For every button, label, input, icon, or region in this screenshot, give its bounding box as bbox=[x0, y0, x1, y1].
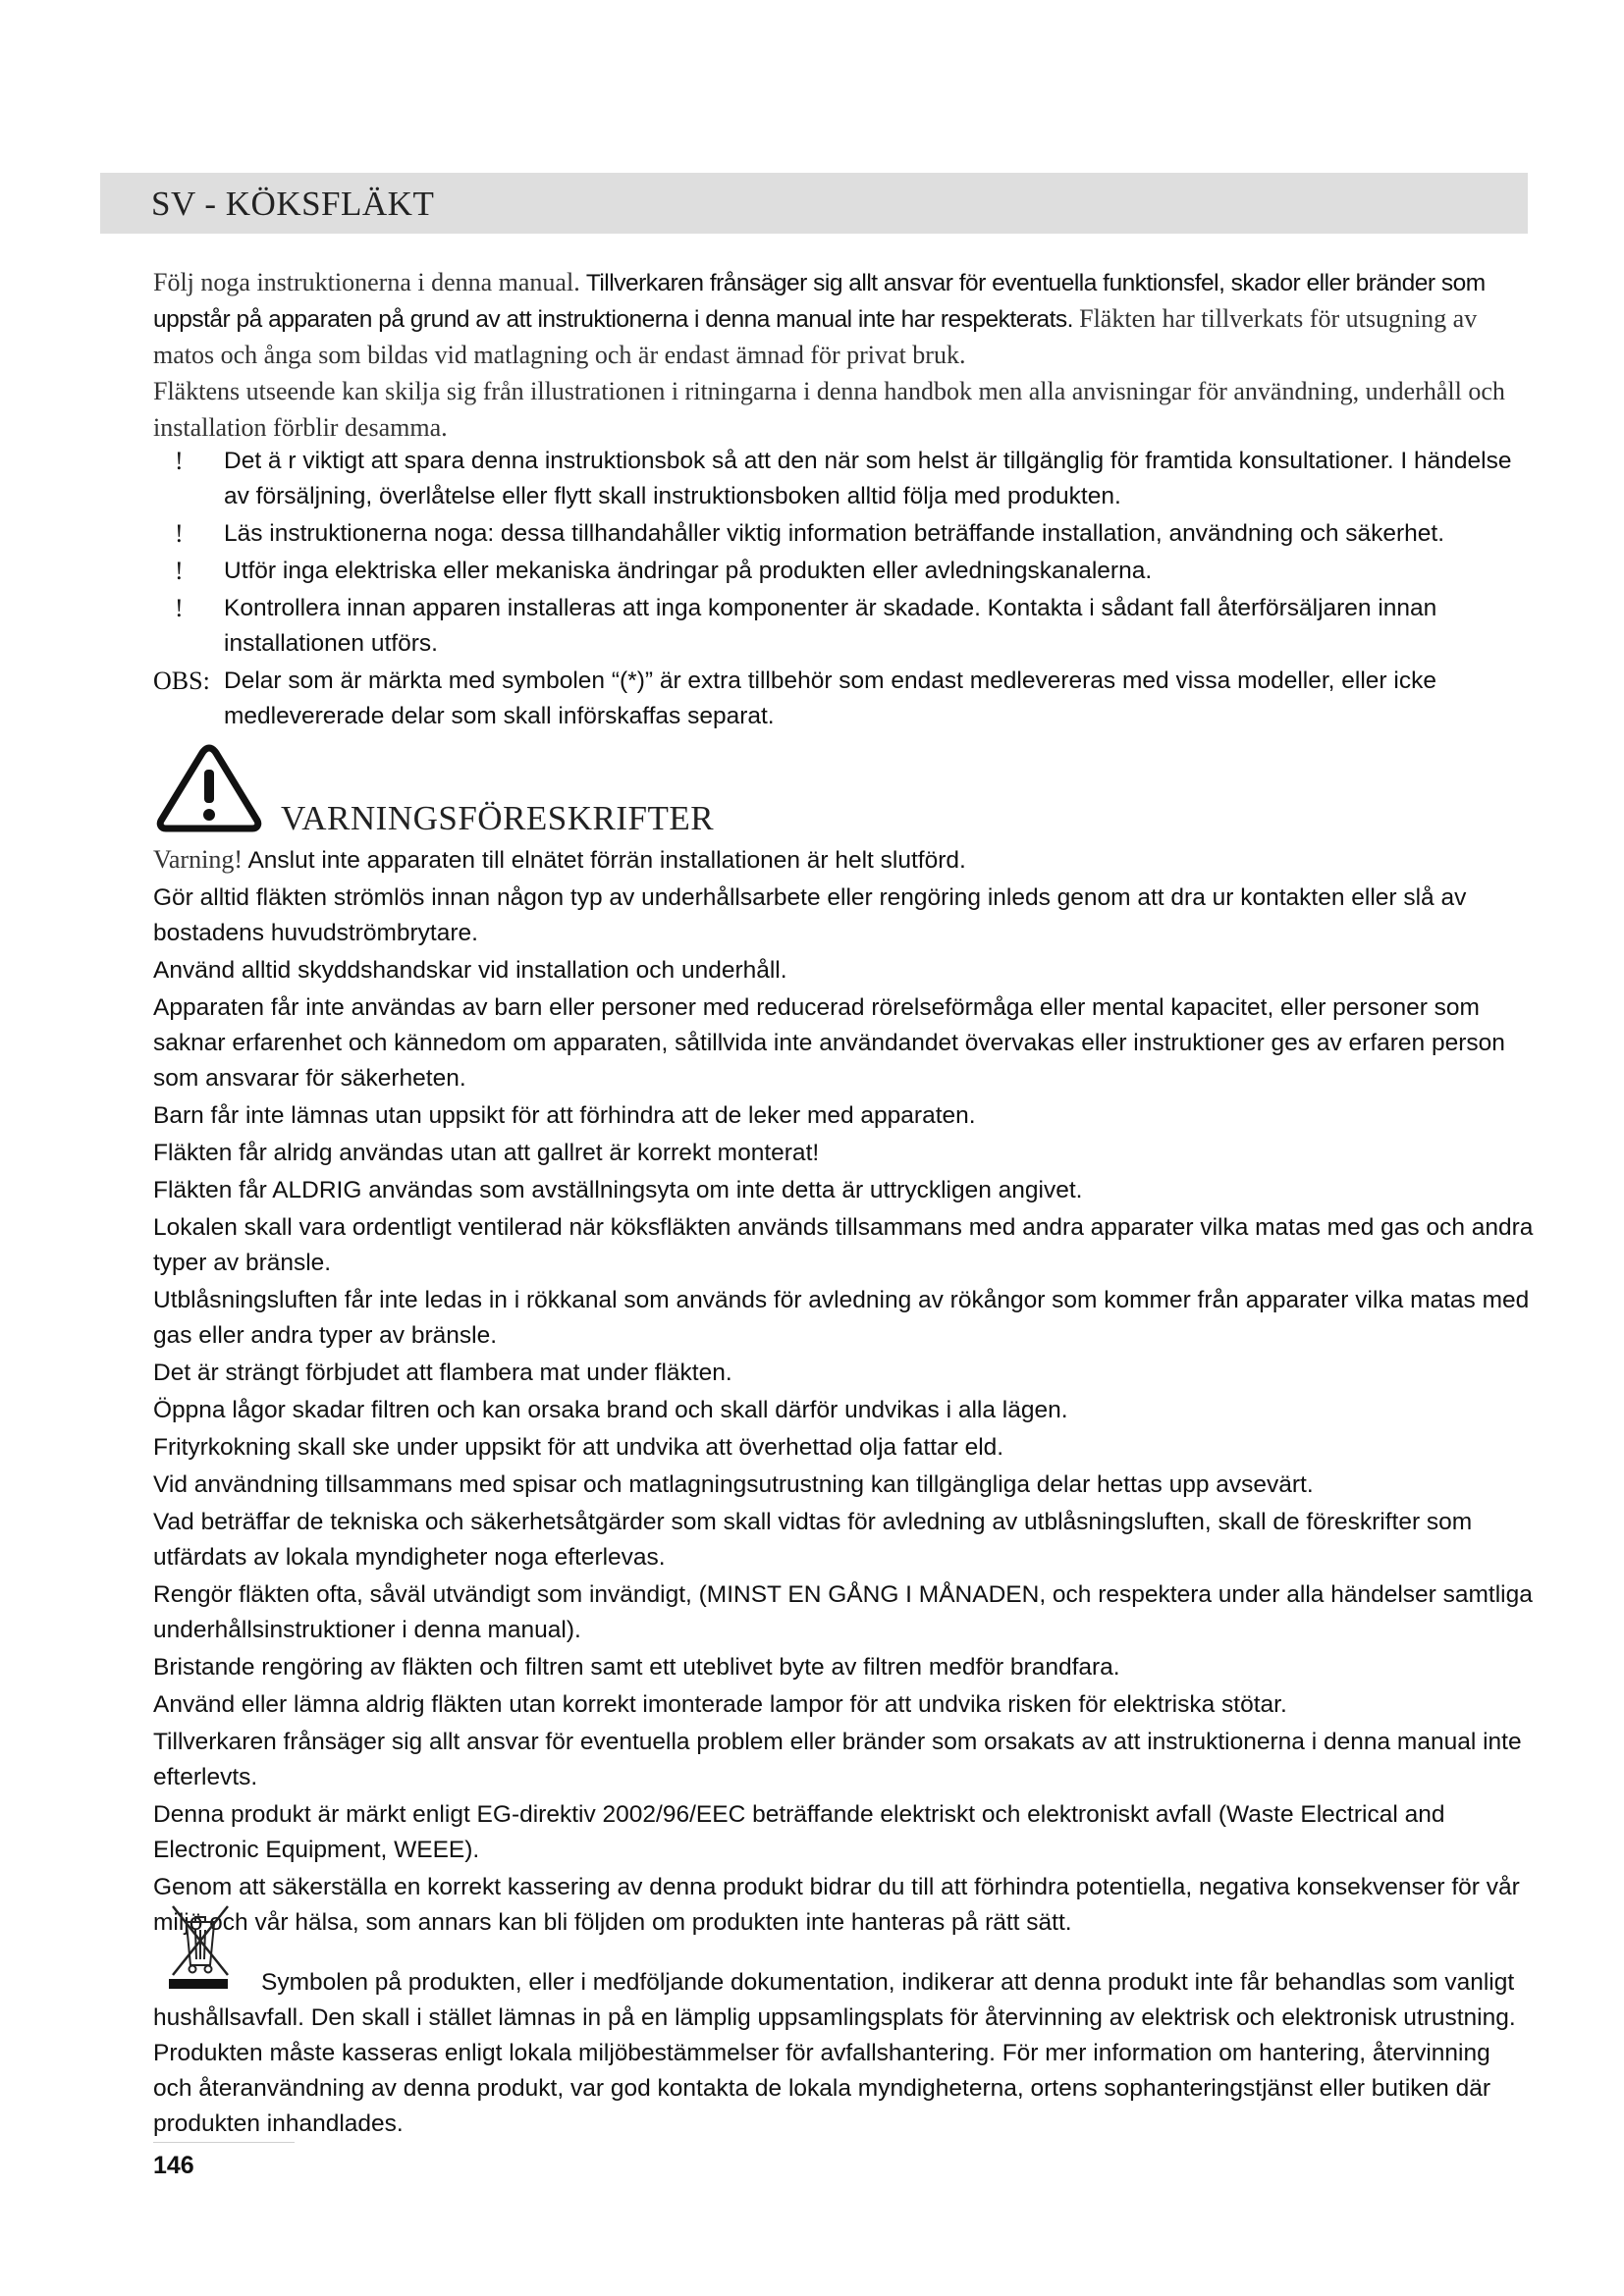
footer-rule bbox=[153, 2142, 295, 2143]
warning-item: Apparaten får inte användas av barn eller personer med reducerad rörelseförmåga eller mental kapacitet, eller personer som saknar erfarenhet och kännedom om apparaten, såtillvida inte användandet övervakas eller instruktioner ges av erfaren person som ansvarar för säkerheten. bbox=[153, 994, 1505, 1092]
warning-item: Vid användning tillsammans med spisar och matlagningsutrustning kan tillgängliga delar hettas upp avsevärt. bbox=[153, 1471, 1314, 1498]
warning-item: Använd eller lämna aldrig fläkten utan korrekt imonterade lampor för att undvika risken för elektriska stötar. bbox=[153, 1691, 1287, 1718]
intro-paragraph bbox=[153, 265, 1528, 447]
warning-lead: Varning! bbox=[153, 845, 243, 874]
warning-item: Använd alltid skyddshandskar vid installation och underhåll. bbox=[153, 957, 787, 984]
notice-text: Kontrollera innan apparen installeras att inga komponenter är skadade. Kontakta i sådant fall återförsäljaren innan installationen utförs. bbox=[224, 595, 1437, 657]
warning-item: Genom att säkerställa en korrekt kassering av denna produkt bidrar du till att förhindra potentiella, negativa konsekvenser för vår miljö och vår hälsa, som annars kan bli följden om produkten inte hanteras på rätt sätt. bbox=[153, 1874, 1520, 1936]
warning-item: Frityrkokning skall ske under uppsikt för att undvika att överhettad olja fattar eld. bbox=[153, 1434, 1004, 1461]
intro-text-2: Tillverkaren frånsäger sig allt ansvar för eventuella funktionsfel, skador eller bränder som uppstår på apparaten på grund av att instruktionerna i denna manual inte har respekterats. bbox=[153, 270, 1486, 333]
warning-item: Vad beträffar de tekniska och säkerhetsåtgärder som skall vidtas för avledning av utblåsningsluften, skall de föreskrifter som utfärdats av lokala myndigheter noga efterlevas. bbox=[153, 1509, 1473, 1571]
warning-item: Utblåsningsluften får inte ledas in i rökkanal som används för avledning av rökångor som kommer från apparater vilka matas med gas eller andra typer av bränsle. bbox=[153, 1287, 1530, 1349]
obs-label: OBS: bbox=[153, 667, 210, 695]
warning-item: Bristande rengöring av fläkten och filtren samt ett uteblivet byte av filtren medför brandfara. bbox=[153, 1654, 1120, 1681]
warning-item: Öppna lågor skadar filtren och kan orsaka brand och skall därför undvikas i alla lägen. bbox=[153, 1397, 1068, 1423]
warnings-list bbox=[153, 842, 1538, 1943]
notice-text: Utför inga elektriska eller mekaniska ändringar på produkten eller avledningskanalerna. bbox=[224, 558, 1153, 584]
notice-text: Läs instruktionerna noga: dessa tillhandahåller viktig information beträffande installation, användning och säkerhet. bbox=[224, 520, 1445, 547]
notice-item bbox=[153, 554, 1528, 589]
notice-text: Det ä r viktigt att spara denna instruktionsbok så att den när som helst är tillgänglig för framtida konsultationer. I händelse av försäljning, överlåtelse eller flytt skall instruktionsboken alltid följa med produkten. bbox=[224, 448, 1512, 509]
notice-item bbox=[153, 516, 1528, 552]
warning-item: Barn får inte lämnas utan uppsikt för att förhindra att de leker med apparaten. bbox=[153, 1102, 976, 1129]
section-header-bar bbox=[100, 173, 1528, 234]
warning-item bbox=[153, 842, 1538, 879]
warning-item: Denna produkt är märkt enligt EG-direktiv 2002/96/EEC beträffande elektriskt och elektroniskt avfall (Waste Electrical and Electronic Equipment, WEEE). bbox=[153, 1801, 1445, 1863]
obs-text: Delar som är märkta med symbolen “(*)” är extra tillbehör som endast medlevereras med vissa modeller, eller icke medlevererade delar som skall införskaffas separat. bbox=[224, 667, 1436, 729]
section-title: SV - KÖKSFLÄKT bbox=[151, 185, 435, 223]
warning-item: Det är strängt förbjudet att flambera mat under fläkten. bbox=[153, 1360, 732, 1386]
warning-item: Rengör fläkten ofta, såväl utvändigt som invändigt, (MINST EN GÅNG I MÅNADEN, och respektera under alla händelser samtliga underhållsinstruktioner i denna manual). bbox=[153, 1581, 1533, 1643]
weee-paragraph: Symbolen på produkten, eller i medföljande dokumentation, indikerar att denna produkt inte får behandlas som vanligt hushållsavfall. Den skall i stället lämnas in på en lämplig uppsamlingsplats för återvinning av elektrisk och elektronisk utrustning. Produkten måste kasseras enligt lokala miljöbestämmelser för avfallshantering. För mer information om hantering, återvinning och återanvändning av denna produkt, var god kontakta de lokala myndigheterna, ortens sophanteringstjänst eller butiken där produkten inhandlades. bbox=[153, 1969, 1516, 2137]
notice-mark: ! bbox=[175, 594, 184, 622]
notice-mark: ! bbox=[175, 447, 184, 475]
warning-item: Tillverkaren frånsäger sig allt ansvar för eventuella problem eller bränder som orsakats av att instruktionerna i denna manual inte efterlevts. bbox=[153, 1729, 1522, 1790]
warning-item: Gör alltid fläkten strömlös innan någon typ av underhållsarbete eller rengöring inleds genom att dra ur kontakten eller slå av bostadens huvudströmbrytare. bbox=[153, 884, 1467, 946]
notice-item bbox=[153, 444, 1528, 514]
intro-text-3: Fläkten har tillverkats för utsugning av matos och ånga som bildas vid matlagning och är endast ämnad för privat bruk. bbox=[153, 304, 1478, 369]
notice-mark: ! bbox=[175, 519, 184, 548]
intro-text-1: Följ noga instruktionerna i denna manual. bbox=[153, 268, 580, 296]
notice-mark: ! bbox=[175, 557, 184, 585]
warning-item: Fläkten får alridg användas utan att gallret är korrekt monterat! bbox=[153, 1140, 820, 1166]
warning-triangle-icon bbox=[155, 742, 263, 832]
warnings-heading: VARNINGSFÖRESKRIFTER bbox=[281, 799, 715, 837]
intro-text-4: Fläktens utseende kan skilja sig från illustrationen i ritningarna i denna handbok men alla anvisningar för användning, underhåll och installation förblir desamma. bbox=[153, 377, 1505, 442]
warning-item: Lokalen skall vara ordentligt ventilerad när köksfläkten används tillsammans med andra apparater vilka matas med gas och andra typer av bränsle. bbox=[153, 1214, 1534, 1276]
obs-note bbox=[153, 664, 1528, 734]
warning-first-text: Anslut inte apparaten till elnätet förrän installationen är helt slutförd. bbox=[247, 847, 966, 874]
notice-list bbox=[153, 444, 1528, 734]
page-number: 146 bbox=[153, 2152, 194, 2179]
warning-item: Fläkten får ALDRIG användas som avställningsyta om inte detta är uttryckligen angivet. bbox=[153, 1177, 1083, 1203]
notice-item bbox=[153, 591, 1528, 662]
